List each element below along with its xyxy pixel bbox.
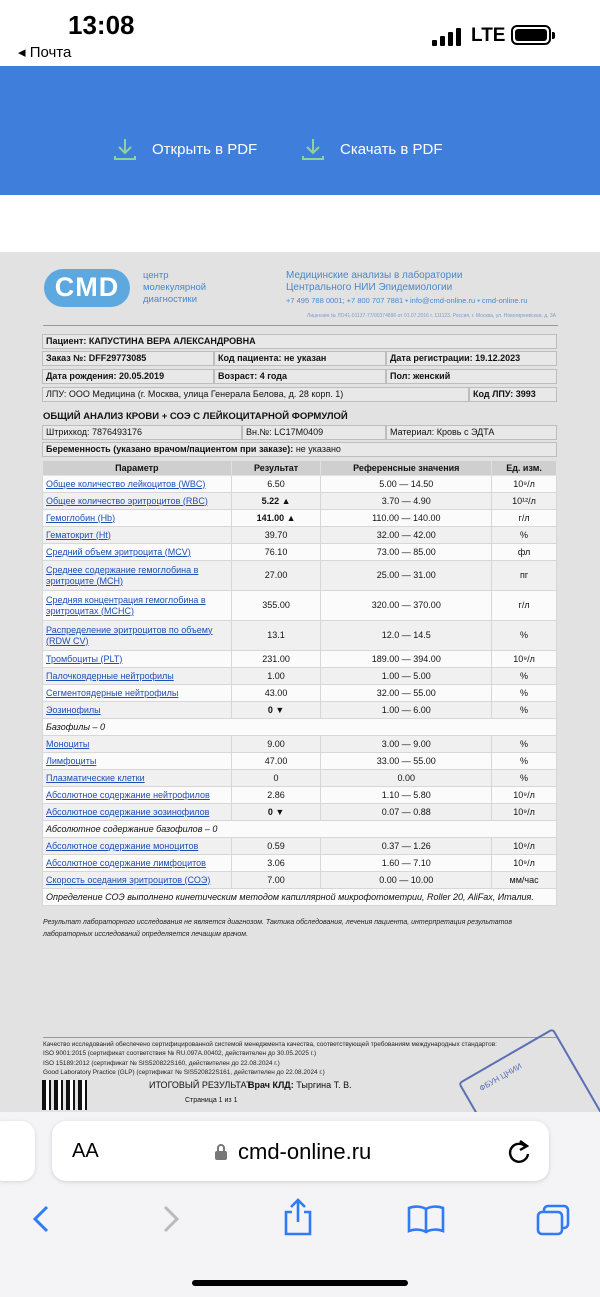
final-result-label: ИТОГОВЫЙ РЕЗУЛЬТАТ [149, 1080, 252, 1090]
row-reference: 1.00 — 6.00 [321, 702, 492, 719]
url-text[interactable]: cmd-online.ru [238, 1139, 372, 1164]
home-indicator [192, 1280, 408, 1286]
bookmarks-icon[interactable] [407, 1204, 445, 1234]
row-unit: % [492, 702, 557, 719]
row-unit: % [492, 621, 557, 651]
row-result: 5.22 ▲ [231, 493, 321, 510]
reader-settings-button[interactable]: AA [72, 1140, 99, 1162]
row-result: 47.00 [231, 753, 321, 770]
row-unit: 10¹²/л [492, 493, 557, 510]
results-table [42, 460, 557, 906]
row-result: 7.00 [231, 872, 321, 889]
age: Возраст: 4 года [214, 369, 386, 384]
licence-text: Лицензия № ЛО41-01137-77/00374896 от 01.07.2016 г. 111123, Россия, г. Москва, ул. Новогиреевская, д. 3А [307, 313, 556, 319]
quality-statement: Качество исследований обеспечено сертифицированной системой менеджмента качества, соответствующей требованиям международных стандартов: ISO 9001:2015 (сертификат соответствия № RU.097A.00402, действителен до 30.05.2025 г.) ISO 15189:2012 (сертификат № SIS520822S160, действителен до 22.08.2024 г.) Good Laboratory Practice (GLP) (сертификат № SIS520822S161, действителен до 22.08.2024 г.) [43, 1041, 497, 1076]
row-result: 2.86 [231, 787, 321, 804]
row-result: 231.00 [231, 651, 321, 668]
row-unit: мм/час [492, 872, 557, 889]
table-row [43, 838, 557, 855]
disclaimer: Результат лабораторного исследования не является диагнозом. Тактика обследования, лечения пациента, интерпретация результатов лабораторных исследований определяется лечащим врачом. [43, 919, 512, 938]
material: Материал: Кровь с ЭДТА [386, 425, 557, 440]
share-icon[interactable] [282, 1198, 314, 1236]
row-unit: % [492, 753, 557, 770]
col-parameter: Параметр [43, 461, 232, 476]
table-row [43, 719, 557, 736]
row-reference: 110.00 — 140.00 [321, 510, 492, 527]
stamp: ФБУН ЦНИИ [458, 1028, 600, 1178]
row-unit: фл [492, 544, 557, 561]
table-row [43, 527, 557, 544]
qr-code [42, 1080, 90, 1110]
row-reference: 33.00 — 55.00 [321, 753, 492, 770]
row-unit: пг [492, 561, 557, 591]
previous-tab-preview[interactable] [0, 1121, 35, 1181]
row-parameter[interactable]: Тромбоциты (PLT) [43, 651, 232, 668]
lock-icon [214, 1143, 228, 1161]
row-unit: 10⁹/л [492, 651, 557, 668]
col-result: Результат [231, 461, 321, 476]
back-to-app-link[interactable]: ◂ Почта [18, 44, 72, 61]
birth-date: Дата рождения: 20.05.2019 [42, 369, 214, 384]
table-row [43, 702, 557, 719]
row-result: 3.06 [231, 855, 321, 872]
row-result: 6.50 [231, 476, 321, 493]
table-row [43, 855, 557, 872]
table-row [43, 651, 557, 668]
download-icon [112, 136, 138, 162]
row-unit: 10⁹/л [492, 855, 557, 872]
row-parameter[interactable]: Скорость оседания эритроцитов (СОЭ) [43, 872, 232, 889]
row-note: Базофилы – 0 [43, 719, 557, 736]
row-parameter[interactable]: Средний объем эритроцита (MCV) [43, 544, 232, 561]
row-parameter[interactable]: Моноциты [43, 736, 232, 753]
row-result: 39.70 [231, 527, 321, 544]
row-reference: 3.70 — 4.90 [321, 493, 492, 510]
col-unit: Ед. изм. [492, 461, 557, 476]
lab-contacts: +7 495 788 0001; +7 800 707 7881 • info@cmd-online.ru • cmd-online.ru [286, 296, 528, 305]
row-result: 27.00 [231, 561, 321, 591]
row-reference: 1.10 — 5.80 [321, 787, 492, 804]
row-parameter[interactable]: Лимфоциты [43, 753, 232, 770]
table-row [43, 736, 557, 753]
table-row [43, 872, 557, 889]
row-parameter[interactable]: Общее количество лейкоцитов (WBC) [43, 476, 232, 493]
col-reference: Референсные значения [321, 461, 492, 476]
row-reference: 1.00 — 5.00 [321, 668, 492, 685]
clock: 13:08 [68, 10, 135, 40]
network-label: LTE [471, 25, 506, 46]
row-parameter[interactable]: Плазматические клетки [43, 770, 232, 787]
row-reference: 3.00 — 9.00 [321, 736, 492, 753]
registration-date: Дата регистрации: 19.12.2023 [386, 351, 557, 366]
row-parameter[interactable]: Общее количество эритроцитов (RBC) [43, 493, 232, 510]
open-pdf-button[interactable] [112, 136, 257, 162]
battery-icon [511, 25, 551, 45]
row-unit: % [492, 668, 557, 685]
row-reference: 0.00 — 10.00 [321, 872, 492, 889]
row-result: 0.59 [231, 838, 321, 855]
barcode: Штрихкод: 7876493176 [42, 425, 242, 440]
row-parameter[interactable]: Абсолютное содержание эозинофилов [43, 804, 232, 821]
row-parameter[interactable]: Палочкоядерные нейтрофилы [43, 668, 232, 685]
method-note-row [43, 889, 557, 906]
row-result: 0 [231, 770, 321, 787]
row-unit: 10⁹/л [492, 787, 557, 804]
row-result: 76.10 [231, 544, 321, 561]
logo-subtitle: центр молекулярной диагностики [143, 270, 207, 305]
row-result: 9.00 [231, 736, 321, 753]
table-row [43, 804, 557, 821]
row-result: 355.00 [231, 591, 321, 621]
row-unit: % [492, 770, 557, 787]
table-row [43, 821, 557, 838]
table-row [43, 770, 557, 787]
row-parameter[interactable]: Эозинофилы [43, 702, 232, 719]
row-reference: 1.60 — 7.10 [321, 855, 492, 872]
row-unit: 10⁹/л [492, 838, 557, 855]
table-row [43, 591, 557, 621]
table-row [43, 668, 557, 685]
row-result: 141.00 ▲ [231, 510, 321, 527]
method-note: Определение СОЭ выполнено кинетическим методом капиллярной микрофотометрии, Roller 20, AliFax, Италия. [43, 889, 557, 906]
doctor: Врач КЛД: Тыргина Т. В. [248, 1080, 352, 1090]
row-result: 0 ▼ [231, 702, 321, 719]
table-row [43, 476, 557, 493]
row-unit: % [492, 527, 557, 544]
row-result: 1.00 [231, 668, 321, 685]
row-parameter[interactable]: Средняя концентрация гемоглобина в эритроцитах (MCHC) [43, 591, 232, 621]
row-result: 43.00 [231, 685, 321, 702]
row-reference: 0.07 — 0.88 [321, 804, 492, 821]
table-row [43, 493, 557, 510]
row-reference: 32.00 — 55.00 [321, 685, 492, 702]
row-reference: 320.00 — 370.00 [321, 591, 492, 621]
row-reference: 0.00 [321, 770, 492, 787]
row-reference: 25.00 — 31.00 [321, 561, 492, 591]
cmd-logo: CMD [44, 269, 130, 307]
pregnancy-info: Беременность (указано врачом/пациентом при заказе): не указано [42, 442, 557, 457]
back-icon[interactable] [30, 1204, 52, 1234]
row-parameter[interactable]: Сегментоядерные нейтрофилы [43, 685, 232, 702]
sex: Пол: женский [386, 369, 557, 384]
table-row [43, 561, 557, 591]
row-unit: 10⁹/л [492, 476, 557, 493]
row-parameter[interactable]: Гемоглобин (Hb) [43, 510, 232, 527]
row-unit: г/л [492, 591, 557, 621]
open-pdf-label: Открыть в PDF [152, 140, 258, 158]
row-parameter[interactable]: Распределение эритроцитов по объему (RDW CV) [43, 621, 232, 651]
tabs-icon[interactable] [536, 1204, 570, 1236]
row-parameter[interactable]: Абсолютное содержание моноцитов [43, 838, 232, 855]
lpu: ЛПУ: ООО Медицина (г. Москва, улица Генерала Белова, д. 28 корп. 1) [42, 387, 469, 402]
row-reference: 5.00 — 14.50 [321, 476, 492, 493]
patient-name: Пациент: КАПУСТИНА ВЕРА АЛЕКСАНДРОВНА [42, 334, 557, 349]
download-pdf-button[interactable] [300, 136, 443, 162]
row-parameter[interactable]: Среднее содержание гемоглобина в эритроците (MCH) [43, 561, 232, 591]
row-reference: 189.00 — 394.00 [321, 651, 492, 668]
table-row [43, 621, 557, 651]
row-reference: 12.0 — 14.5 [321, 621, 492, 651]
patient-code: Код пациента: не указан [214, 351, 386, 366]
row-unit: % [492, 685, 557, 702]
inner-number: Вн.№: LC17M0409 [242, 425, 386, 440]
row-note: Абсолютное содержание базофилов – 0 [43, 821, 557, 838]
row-result: 13.1 [231, 621, 321, 651]
row-parameter[interactable]: Абсолютное содержание лимфоцитов [43, 855, 232, 872]
lab-title: Медицинские анализы в лаборатории Центрального НИИ Эпидемиологии [286, 270, 463, 293]
forward-icon[interactable] [160, 1204, 182, 1234]
row-unit: г/л [492, 510, 557, 527]
pdf-toolbar [0, 66, 600, 195]
table-row [43, 510, 557, 527]
table-row [43, 753, 557, 770]
table-row [43, 787, 557, 804]
row-reference: 0.37 — 1.26 [321, 838, 492, 855]
row-unit: 10⁹/л [492, 804, 557, 821]
row-result: 0 ▼ [231, 804, 321, 821]
order-number: Заказ №: DFF29773085 [42, 351, 214, 366]
status-bar [0, 0, 600, 66]
row-parameter[interactable]: Абсолютное содержание нейтрофилов [43, 787, 232, 804]
download-pdf-label: Скачать в PDF [340, 140, 443, 158]
table-row [43, 685, 557, 702]
page-counter: Страница 1 из 1 [185, 1097, 238, 1104]
signal-icon [432, 26, 464, 46]
download-icon [300, 136, 326, 162]
row-reference: 73.00 — 85.00 [321, 544, 492, 561]
row-parameter[interactable]: Гематокрит (Ht) [43, 527, 232, 544]
test-title: ОБЩИЙ АНАЛИЗ КРОВИ + СОЭ С ЛЕЙКОЦИТАРНОЙ ФОРМУЛОЙ [43, 411, 348, 422]
table-row [43, 544, 557, 561]
reload-icon[interactable] [506, 1138, 532, 1166]
lpu-code: Код ЛПУ: 3993 [469, 387, 557, 402]
row-unit: % [492, 736, 557, 753]
row-reference: 32.00 — 42.00 [321, 527, 492, 544]
